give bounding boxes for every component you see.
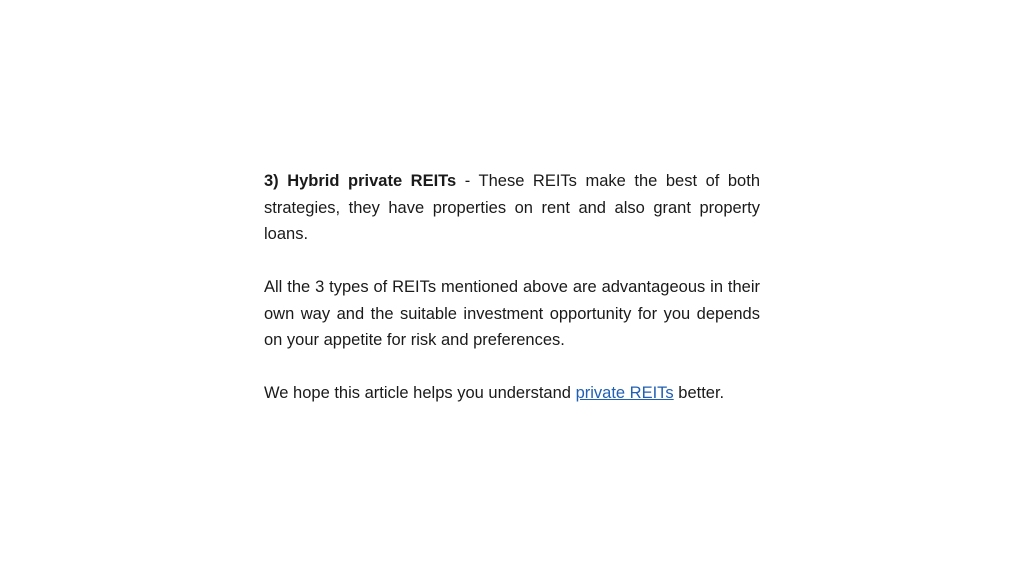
paragraph-hybrid-reits bbox=[264, 168, 760, 248]
paragraph-closing bbox=[264, 380, 760, 407]
text-content bbox=[264, 168, 760, 407]
hybrid-reits-description: - These REITs make the best of both strategies, they have properties on rent and also grant property loans. bbox=[264, 172, 760, 243]
hybrid-reits-heading: 3) Hybrid private REITs bbox=[264, 172, 457, 190]
closing-text-after: better. bbox=[673, 384, 725, 402]
paragraph-summary bbox=[264, 274, 760, 354]
summary-text: All the 3 types of REITs mentioned above are advantageous in their own way and the suitable investment opportunity for you depends on your appetite for risk and preferences. bbox=[264, 278, 760, 349]
private-reits-link[interactable]: private REITs bbox=[575, 384, 674, 402]
closing-text-before: We hope this article helps you understand bbox=[264, 384, 576, 402]
